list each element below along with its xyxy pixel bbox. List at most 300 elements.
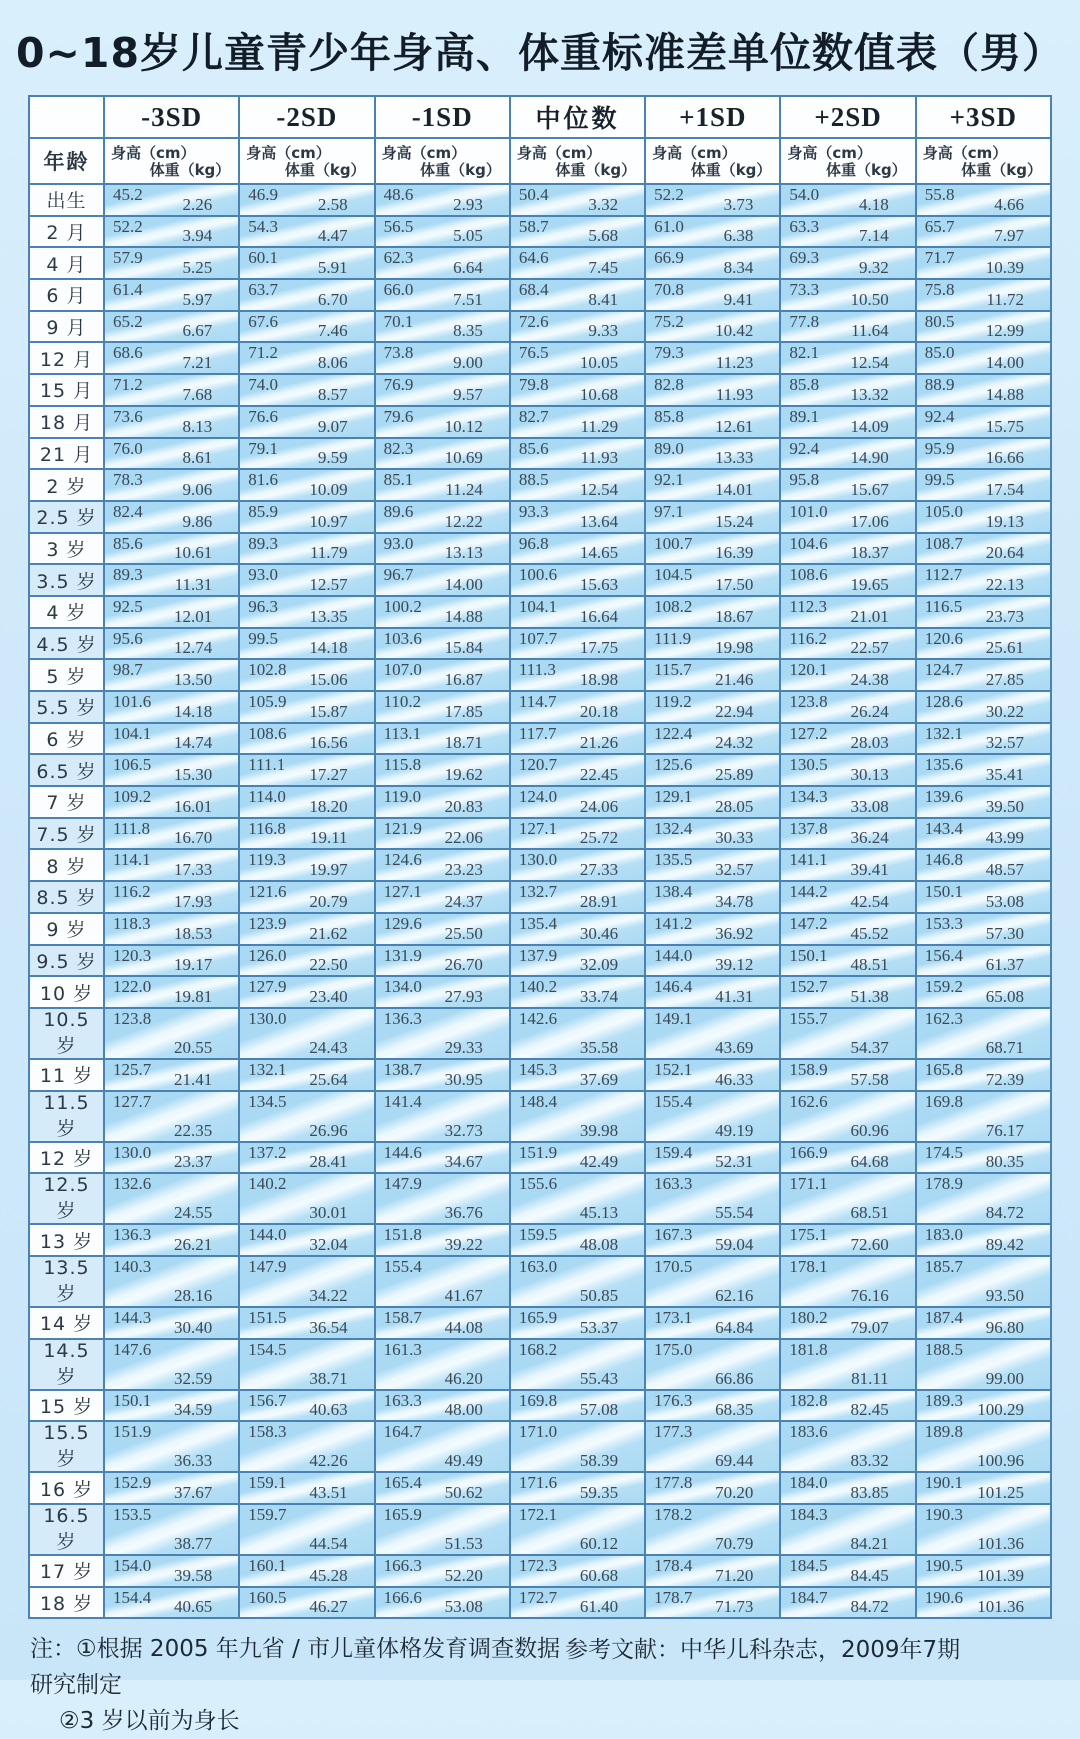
- height-value: 175.0: [654, 1339, 693, 1359]
- height-value: 135.5: [654, 850, 693, 870]
- height-value: 99.5: [248, 628, 279, 648]
- height-value: 127.1: [518, 818, 558, 838]
- height-weight-value-cell: [916, 1421, 1051, 1472]
- weight-value: 7.46: [317, 321, 348, 341]
- weight-value: 66.86: [715, 1368, 754, 1388]
- weight-value: 2.26: [182, 194, 213, 214]
- height-value: 177.3: [654, 1422, 693, 1442]
- height-weight-value-cell: [104, 279, 239, 311]
- weight-value: 11.79: [309, 543, 348, 563]
- weight-value: 11.29: [580, 416, 619, 436]
- height-weight-value-cell: [239, 374, 374, 406]
- height-value: 123.9: [248, 913, 287, 933]
- height-value: 107.0: [383, 660, 422, 680]
- weight-value: 42.26: [309, 1451, 348, 1471]
- weight-value: 21.46: [715, 670, 754, 689]
- table-row: [29, 1504, 1051, 1555]
- weight-value: 15.67: [850, 479, 889, 499]
- height-weight-value-cell: [375, 501, 510, 533]
- weight-value: 19.11: [309, 828, 348, 848]
- height-value: 103.6: [383, 628, 422, 648]
- height-weight-value-cell: [104, 691, 239, 723]
- height-value: 79.3: [654, 343, 684, 363]
- height-value: 92.4: [924, 406, 955, 426]
- height-value: 105.0: [924, 501, 963, 521]
- weight-value: 25.61: [985, 638, 1024, 658]
- height-value: 146.4: [654, 977, 693, 997]
- weight-value: 76.17: [985, 1120, 1024, 1140]
- height-weight-value-cell: [375, 247, 510, 279]
- height-value: 79.1: [248, 438, 279, 458]
- height-weight-value-cell: [104, 1091, 239, 1142]
- height-weight-value-cell: [645, 976, 780, 1008]
- weight-value: 71.73: [715, 1597, 754, 1617]
- height-value: 52.2: [654, 185, 684, 204]
- height-value: 85.6: [518, 438, 549, 458]
- weight-value: 10.97: [309, 511, 348, 531]
- height-weight-value-cell: [239, 596, 374, 628]
- height-value: 141.4: [383, 1091, 422, 1111]
- weight-value: 93.50: [985, 1285, 1024, 1305]
- height-weight-value-cell: [375, 786, 510, 818]
- weight-value: 39.12: [715, 955, 754, 975]
- weight-value: 83.32: [850, 1451, 889, 1471]
- height-weight-value-cell: [780, 342, 915, 374]
- height-value: 183.6: [789, 1422, 828, 1442]
- height-weight-value-cell: [104, 501, 239, 533]
- height-weight-value-cell: [916, 1504, 1051, 1555]
- weight-value: 11.64: [851, 321, 889, 341]
- height-value: 66.9: [654, 248, 684, 268]
- weight-value: 52.31: [715, 1152, 754, 1172]
- height-value: 123.8: [113, 1008, 152, 1028]
- height-value: 138.7: [383, 1059, 422, 1079]
- table-row: [29, 1390, 1051, 1422]
- height-value: 164.7: [383, 1422, 422, 1442]
- weight-value: 13.35: [309, 606, 348, 626]
- weight-value: 72.60: [850, 1234, 889, 1254]
- weight-value: 21.62: [309, 923, 348, 943]
- height-value: 154.0: [113, 1556, 152, 1575]
- height-weight-value-cell: [104, 216, 239, 248]
- height-weight-value-cell: [239, 216, 374, 248]
- height-weight-value-cell: [916, 1173, 1051, 1224]
- height-weight-value-cell: [104, 1421, 239, 1472]
- weight-value: 4.18: [858, 194, 889, 214]
- height-weight-value-cell: [239, 311, 374, 343]
- height-value: 190.3: [924, 1505, 963, 1524]
- height-value: 93.3: [518, 501, 549, 521]
- height-value: 119.0: [383, 787, 422, 807]
- corner-cell: [29, 96, 104, 138]
- weight-value: 42.54: [850, 891, 889, 911]
- weight-value: 25.50: [444, 923, 483, 943]
- height-weight-value-cell: [916, 976, 1051, 1008]
- height-weight-value-cell: [104, 311, 239, 343]
- height-value: 89.0: [654, 438, 684, 458]
- weight-value: 7.14: [858, 226, 889, 246]
- height-value: 71.7: [924, 248, 955, 268]
- height-weight-value-cell: [510, 1307, 645, 1339]
- height-weight-value-cell: [375, 754, 510, 786]
- height-value: 130.0: [113, 1142, 152, 1162]
- height-value: 92.5: [113, 596, 143, 616]
- height-value: 122.4: [654, 723, 693, 743]
- height-value: 150.1: [924, 882, 963, 902]
- weight-value: 32.73: [444, 1120, 483, 1140]
- weight-value: 17.93: [174, 891, 213, 911]
- weight-value: 100.29: [977, 1400, 1024, 1420]
- age-cell: 4 月: [29, 247, 104, 279]
- height-weight-value-cell: [780, 691, 915, 723]
- age-cell: 7 岁: [29, 786, 104, 818]
- height-value: 95.9: [924, 438, 955, 458]
- height-weight-value-cell: [104, 849, 239, 881]
- weight-value: 22.94: [715, 701, 754, 721]
- height-value: 134.3: [789, 787, 828, 807]
- height-value: 172.1: [518, 1505, 558, 1524]
- weight-value: 12.61: [715, 416, 754, 436]
- height-weight-value-cell: [104, 1504, 239, 1555]
- height-weight-subheader-cell: [645, 138, 780, 184]
- height-value: 125.7: [113, 1059, 152, 1079]
- height-value: 55.8: [924, 185, 955, 204]
- weight-value: 18.98: [579, 670, 619, 689]
- table-row: [29, 1256, 1051, 1307]
- height-weight-value-cell: [916, 374, 1051, 406]
- height-weight-value-cell: [104, 438, 239, 470]
- height-weight-value-cell: [104, 913, 239, 945]
- weight-value: 34.78: [715, 891, 754, 911]
- height-weight-value-cell: [645, 216, 780, 248]
- height-weight-value-cell: [645, 945, 780, 977]
- height-weight-value-cell: [645, 1472, 780, 1504]
- weight-value: 19.98: [715, 638, 754, 658]
- height-weight-value-cell: [645, 881, 780, 913]
- height-value: 123.8: [789, 692, 828, 711]
- age-cell: 6 月: [29, 279, 104, 311]
- height-weight-value-cell: [780, 1504, 915, 1555]
- weight-value: 68.71: [985, 1037, 1024, 1057]
- height-value: 107.7: [518, 628, 558, 648]
- weight-value: 28.03: [850, 733, 889, 753]
- height-weight-value-cell: [375, 945, 510, 977]
- height-value: 144.0: [248, 1225, 287, 1245]
- weight-value: 61.40: [579, 1597, 619, 1617]
- weight-value: 4.66: [994, 194, 1024, 214]
- height-weight-value-cell: [510, 1224, 645, 1256]
- height-value: 82.3: [383, 438, 414, 458]
- weight-value: 22.06: [444, 828, 483, 848]
- weight-value: 23.73: [985, 606, 1024, 626]
- weight-value: 84.21: [850, 1534, 889, 1553]
- age-cell: 3.5 岁: [29, 564, 104, 596]
- height-value: 71.2: [248, 343, 279, 363]
- height-value: 146.8: [924, 850, 963, 870]
- height-weight-value-cell: [510, 374, 645, 406]
- height-weight-value-cell: [645, 628, 780, 660]
- height-value: 135.4: [518, 913, 558, 933]
- weight-value: 15.30: [174, 765, 213, 785]
- height-value: 172.3: [518, 1556, 558, 1575]
- weight-value: 2.58: [317, 194, 348, 214]
- height-weight-value-cell: [510, 469, 645, 501]
- height-value: 113.1: [383, 723, 422, 743]
- height-value: 85.9: [248, 501, 279, 521]
- age-cell: 2.5 岁: [29, 501, 104, 533]
- height-value: 158.7: [383, 1307, 422, 1327]
- height-weight-value-cell: [916, 1339, 1051, 1390]
- height-value: 156.4: [924, 945, 963, 965]
- height-value: 76.5: [518, 343, 549, 363]
- weight-value: 29.33: [444, 1037, 483, 1057]
- height-value: 159.4: [654, 1142, 693, 1162]
- weight-value: 20.83: [444, 796, 483, 816]
- height-value: 100.6: [518, 565, 558, 585]
- height-value: 57.9: [113, 248, 143, 268]
- height-weight-value-cell: [375, 1504, 510, 1555]
- height-value: 67.6: [248, 311, 279, 331]
- weight-value: 8.06: [317, 353, 348, 373]
- height-weight-value-cell: [510, 1173, 645, 1224]
- height-value: 89.6: [383, 501, 414, 521]
- weight-value: 23.23: [444, 860, 483, 880]
- height-weight-value-cell: [510, 1008, 645, 1059]
- weight-value: 39.58: [174, 1565, 213, 1585]
- height-weight-value-cell: [916, 691, 1051, 723]
- height-weight-value-cell: [239, 1307, 374, 1339]
- weight-unit-label: 体重（kg）: [149, 161, 231, 179]
- height-weight-value-cell: [645, 247, 780, 279]
- height-weight-value-cell: [239, 913, 374, 945]
- height-value: 129.1: [654, 787, 693, 807]
- height-weight-value-cell: [375, 1091, 510, 1142]
- height-unit-label: 身高（cm）: [381, 144, 467, 162]
- height-value: 134.0: [383, 977, 422, 997]
- height-value: 98.7: [113, 660, 143, 680]
- height-weight-value-cell: [510, 1256, 645, 1307]
- weight-value: 64.84: [715, 1317, 754, 1337]
- height-value: 58.7: [518, 216, 549, 236]
- height-value: 112.7: [924, 565, 963, 585]
- weight-value: 14.90: [850, 448, 889, 468]
- footnote-line2: ②3 岁以前为身长: [59, 1708, 240, 1735]
- weight-value: 43.99: [985, 828, 1024, 848]
- weight-value: 36.24: [850, 828, 889, 848]
- height-value: 173.1: [654, 1307, 693, 1327]
- weight-value: 18.67: [715, 606, 754, 626]
- height-weight-value-cell: [645, 438, 780, 470]
- height-weight-value-cell: [645, 723, 780, 755]
- height-value: 73.8: [383, 343, 414, 363]
- height-weight-value-cell: [239, 279, 374, 311]
- height-weight-subheader-cell: [375, 138, 510, 184]
- weight-value: 27.85: [985, 670, 1024, 689]
- height-weight-value-cell: [780, 849, 915, 881]
- height-unit-label: 身高（cm）: [111, 144, 196, 162]
- height-value: 93.0: [248, 565, 279, 585]
- height-value: 130.5: [789, 755, 828, 775]
- height-value: 92.1: [654, 470, 684, 490]
- height-weight-value-cell: [104, 628, 239, 660]
- weight-value: 14.65: [579, 543, 619, 563]
- height-value: 152.9: [113, 1473, 152, 1493]
- age-cell: 9.5 岁: [29, 945, 104, 977]
- height-weight-value-cell: [916, 1059, 1051, 1091]
- height-weight-value-cell: [780, 438, 915, 470]
- height-weight-value-cell: [645, 533, 780, 565]
- age-cell: 9 岁: [29, 913, 104, 945]
- height-value: 61.0: [654, 216, 684, 236]
- height-weight-value-cell: [375, 1307, 510, 1339]
- weight-value: 48.57: [985, 860, 1024, 880]
- height-weight-value-cell: [104, 659, 239, 691]
- height-value: 68.6: [113, 343, 143, 363]
- table-row: [29, 628, 1051, 660]
- weight-value: 54.37: [850, 1037, 889, 1057]
- height-weight-value-cell: [239, 881, 374, 913]
- height-weight-value-cell: [104, 184, 239, 216]
- weight-value: 15.87: [309, 701, 348, 721]
- age-cell: 11 岁: [29, 1059, 104, 1091]
- height-value: 56.5: [383, 216, 414, 236]
- table-row: [29, 184, 1051, 216]
- height-value: 127.2: [789, 723, 828, 743]
- height-value: 114.1: [113, 850, 151, 870]
- height-value: 101.0: [789, 501, 828, 521]
- height-value: 165.8: [924, 1059, 963, 1079]
- height-weight-value-cell: [375, 1059, 510, 1091]
- height-value: 99.5: [924, 470, 955, 490]
- height-weight-value-cell: [645, 1307, 780, 1339]
- height-value: 96.7: [383, 565, 414, 585]
- height-weight-value-cell: [510, 659, 645, 691]
- age-cell: 2 岁: [29, 469, 104, 501]
- height-value: 130.0: [248, 1008, 287, 1028]
- weight-value: 12.54: [579, 479, 619, 499]
- weight-value: 16.66: [985, 448, 1024, 468]
- height-value: 111.9: [654, 628, 692, 648]
- weight-value: 15.63: [579, 574, 619, 594]
- weight-value: 9.33: [588, 321, 619, 341]
- height-value: 184.7: [789, 1587, 828, 1607]
- table-row: [29, 818, 1051, 850]
- height-value: 50.4: [518, 185, 549, 204]
- height-weight-value-cell: [375, 596, 510, 628]
- height-weight-value-cell: [375, 469, 510, 501]
- height-value: 174.5: [924, 1142, 963, 1162]
- height-weight-value-cell: [916, 1472, 1051, 1504]
- height-weight-value-cell: [645, 754, 780, 786]
- height-weight-value-cell: [916, 1142, 1051, 1174]
- height-value: 104.1: [518, 596, 558, 616]
- height-weight-value-cell: [239, 1472, 374, 1504]
- table-row: [29, 1224, 1051, 1256]
- height-unit-label: 身高（cm）: [516, 144, 602, 162]
- height-weight-value-cell: [375, 438, 510, 470]
- height-value: 75.8: [924, 280, 955, 300]
- height-weight-value-cell: [104, 1587, 239, 1619]
- weight-value: 53.08: [444, 1597, 483, 1617]
- weight-value: 58.39: [579, 1451, 619, 1471]
- height-weight-value-cell: [239, 1059, 374, 1091]
- height-value: 79.6: [383, 406, 414, 426]
- height-value: 134.5: [248, 1091, 287, 1111]
- height-weight-value-cell: [239, 1390, 374, 1422]
- height-value: 114.7: [518, 692, 557, 711]
- height-weight-value-cell: [916, 564, 1051, 596]
- table-row: [29, 596, 1051, 628]
- age-cell: 15 月: [29, 374, 104, 406]
- height-value: 62.3: [383, 248, 414, 268]
- height-value: 184.0: [789, 1473, 828, 1493]
- weight-value: 24.43: [309, 1037, 348, 1057]
- weight-value: 16.70: [174, 828, 213, 848]
- height-value: 163.0: [518, 1256, 558, 1276]
- height-value: 76.0: [113, 438, 143, 458]
- height-value: 82.8: [654, 375, 684, 395]
- weight-value: 45.52: [850, 923, 889, 943]
- height-weight-value-cell: [375, 279, 510, 311]
- height-value: 160.1: [248, 1556, 287, 1575]
- weight-value: 11.31: [174, 574, 213, 594]
- height-value: 116.2: [113, 882, 151, 902]
- weight-value: 57.30: [985, 923, 1024, 943]
- age-cell: 16.5 岁: [29, 1504, 104, 1555]
- weight-value: 18.20: [309, 796, 348, 816]
- weight-value: 18.71: [444, 733, 483, 753]
- height-weight-value-cell: [239, 945, 374, 977]
- height-weight-value-cell: [104, 469, 239, 501]
- height-value: 128.6: [924, 692, 963, 711]
- height-weight-value-cell: [645, 1339, 780, 1390]
- height-value: 131.9: [383, 945, 422, 965]
- weight-value: 9.41: [723, 289, 754, 309]
- height-value: 129.6: [383, 913, 422, 933]
- height-value: 106.5: [113, 755, 152, 775]
- weight-value: 5.25: [182, 258, 213, 278]
- height-value: 101.6: [113, 692, 152, 711]
- height-weight-value-cell: [239, 1142, 374, 1174]
- height-value: 137.9: [518, 945, 558, 965]
- height-weight-value-cell: [510, 628, 645, 660]
- weight-value: 5.68: [588, 226, 619, 246]
- height-weight-value-cell: [375, 1587, 510, 1619]
- weight-value: 43.51: [309, 1483, 348, 1502]
- height-value: 181.8: [789, 1339, 828, 1359]
- weight-value: 42.49: [579, 1152, 619, 1172]
- height-weight-value-cell: [239, 501, 374, 533]
- age-cell: 16 岁: [29, 1472, 104, 1504]
- height-value: 189.8: [924, 1422, 963, 1442]
- table-row: [29, 1555, 1051, 1587]
- height-weight-value-cell: [780, 1307, 915, 1339]
- height-value: 127.1: [383, 882, 422, 902]
- height-weight-value-cell: [375, 818, 510, 850]
- weight-value: 101.25: [977, 1483, 1024, 1502]
- height-value: 73.6: [113, 406, 143, 426]
- height-value: 147.9: [383, 1174, 422, 1194]
- height-weight-value-cell: [645, 849, 780, 881]
- weight-value: 36.76: [444, 1203, 483, 1223]
- height-value: 48.6: [383, 185, 414, 204]
- height-weight-value-cell: [239, 1555, 374, 1587]
- weight-unit-label: 体重（kg）: [690, 161, 772, 179]
- height-value: 159.2: [924, 977, 963, 997]
- weight-value: 37.69: [579, 1069, 619, 1089]
- table-row: [29, 976, 1051, 1008]
- height-weight-value-cell: [780, 1421, 915, 1472]
